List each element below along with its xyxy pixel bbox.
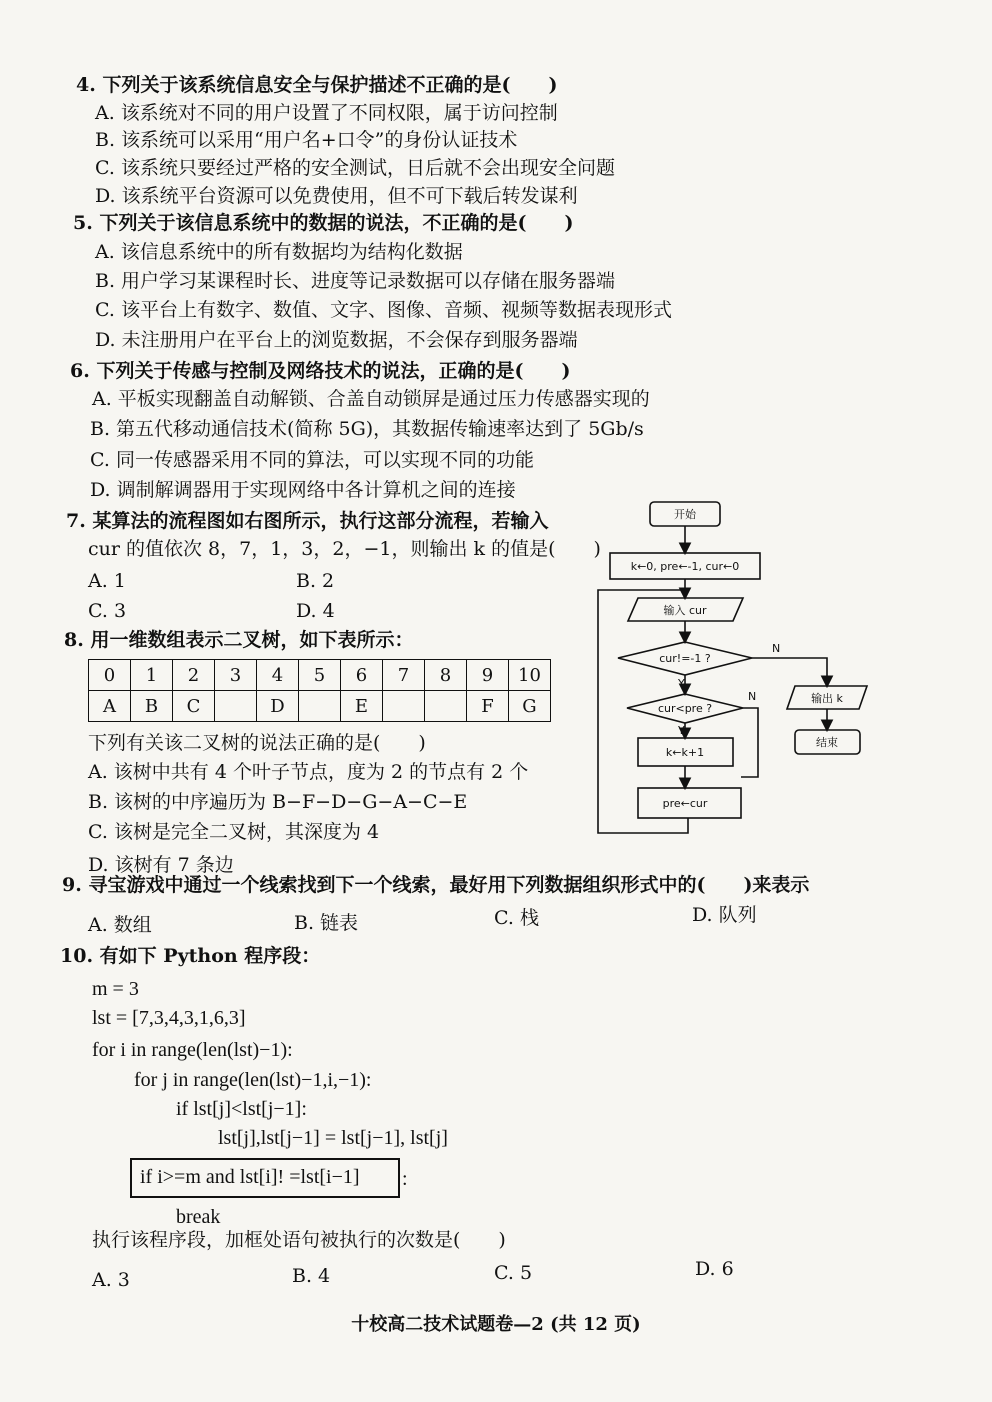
q8-sub: 下列有关该二叉树的说法正确的是( ) xyxy=(88,732,426,754)
q8-option-d: D. 该树有 7 条边 xyxy=(88,854,234,876)
start-label: 开始 xyxy=(674,508,696,521)
value-cell: C xyxy=(173,691,215,722)
index-cell: 5 xyxy=(299,660,341,691)
code-line-4: for j in range(len(lst)−1,i,−1): xyxy=(134,1069,372,1091)
index-cell: 7 xyxy=(383,660,425,691)
q9-option-b: B. 链表 xyxy=(294,912,359,934)
q9-option-c: C. 栈 xyxy=(494,907,539,929)
input-label: 输入 cur xyxy=(663,604,707,617)
assign-label: pre←cur xyxy=(662,797,708,810)
value-cell xyxy=(299,691,341,722)
q7-option-a: A. 1 xyxy=(88,570,126,592)
q4-stem: 4. 下列关于该系统信息安全与保护描述不正确的是( ) xyxy=(76,74,558,96)
index-cell: 4 xyxy=(257,660,299,691)
q7-stem-1: 7. 某算法的流程图如右图所示，执行这部分流程，若输入 xyxy=(66,510,549,532)
q5-stem: 5. 下列关于该信息系统中的数据的说法，不正确的是( ) xyxy=(73,212,574,234)
code-line-5: if lst[j]<lst[j−1]: xyxy=(176,1098,307,1120)
index-cell: 6 xyxy=(341,660,383,691)
code-line-1: m = 3 xyxy=(92,978,139,1000)
q7-option-c: C. 3 xyxy=(88,600,127,622)
q6-option-c: C. 同一传感器采用不同的算法，可以实现不同的功能 xyxy=(90,449,534,471)
value-cell: F xyxy=(467,691,509,722)
value-cell: D xyxy=(257,691,299,722)
q10-option-b: B. 4 xyxy=(292,1265,331,1287)
q7-stem-2: cur 的值依次 8，7，1，3，2，−1，则输出 k 的值是( ) xyxy=(88,538,601,560)
code-line-2: lst = [7,3,4,3,1,6,3] xyxy=(92,1007,246,1029)
index-cell: 2 xyxy=(173,660,215,691)
cond1-yes-label: Y xyxy=(678,677,685,690)
cond2-no-label: N xyxy=(748,690,757,703)
q5-option-d: D. 未注册用户在平台上的浏览数据，不会保存到服务器端 xyxy=(95,329,578,351)
index-cell: 9 xyxy=(467,660,509,691)
algorithm-flowchart xyxy=(590,495,890,840)
index-cell: 8 xyxy=(425,660,467,691)
q10-option-c: C. 5 xyxy=(494,1262,533,1284)
end-label: 结束 xyxy=(816,736,838,749)
code-line-6: lst[j],lst[j−1] = lst[j−1], lst[j] xyxy=(218,1127,448,1149)
cond1-label: cur!=-1 ? xyxy=(659,652,711,665)
q5-option-b: B. 用户学习某课程时长、进度等记录数据可以存储在服务器端 xyxy=(95,270,616,292)
q10-sub: 执行该程序段，加框处语句被执行的次数是( ) xyxy=(92,1229,506,1251)
q6-option-d: D. 调制解调器用于实现网络中各计算机之间的连接 xyxy=(90,479,516,501)
q10-option-d: D. 6 xyxy=(695,1258,734,1280)
index-cell: 0 xyxy=(89,660,131,691)
index-cell: 3 xyxy=(215,660,257,691)
q10-stem: 10. 有如下 Python 程序段： xyxy=(60,945,321,967)
code-line-8: break xyxy=(176,1206,221,1228)
q5-option-a: A. 该信息系统中的所有数据均为结构化数据 xyxy=(95,241,463,263)
q8-option-b: B. 该树的中序遍历为 B−F−D−G−A−C−E xyxy=(88,791,468,813)
code-line-3: for i in range(len(lst)−1): xyxy=(92,1039,293,1061)
value-cell: G xyxy=(509,691,551,722)
table-row-index xyxy=(89,660,551,691)
value-cell xyxy=(215,691,257,722)
q4-option-c: C. 该系统只要经过严格的安全测试，日后就不会出现安全问题 xyxy=(95,157,615,179)
index-cell: 10 xyxy=(509,660,551,691)
binary-tree-array-table xyxy=(88,659,551,722)
code-line-7-colon: : xyxy=(402,1168,408,1190)
q9-option-a: A. 数组 xyxy=(88,914,152,936)
value-cell: B xyxy=(131,691,173,722)
q9-option-d: D. 队列 xyxy=(692,904,757,926)
q6-option-a: A. 平板实现翻盖自动解锁、合盖自动锁屏是通过压力传感器实现的 xyxy=(92,388,650,410)
q8-option-a: A. 该树中共有 4 个叶子节点，度为 2 的节点有 2 个 xyxy=(88,761,529,783)
q8-stem: 8. 用一维数组表示二叉树，如下表所示： xyxy=(64,629,414,651)
q5-option-c: C. 该平台上有数字、数值、文字、图像、音频、视频等数据表现形式 xyxy=(95,299,672,321)
q7-option-d: D. 4 xyxy=(296,600,335,622)
q4-option-b: B. 该系统可以采用“用户名+口令”的身份认证技术 xyxy=(95,129,518,151)
value-cell: E xyxy=(341,691,383,722)
q6-option-b: B. 第五代移动通信技术(简称 5G)，其数据传输速率达到了 5Gb/s xyxy=(90,418,644,440)
code-line-7-boxed: if i>=m and lst[i]! =lst[i−1] xyxy=(140,1166,360,1188)
value-cell xyxy=(425,691,467,722)
q8-option-c: C. 该树是完全二叉树，其深度为 4 xyxy=(88,821,380,843)
value-cell xyxy=(383,691,425,722)
page-footer: 十校高二技术试题卷—2 (共 12 页) xyxy=(351,1314,641,1335)
cond1-no-label: N xyxy=(772,642,781,655)
q9-stem: 9. 寻宝游戏中通过一个线索找到下一个线索，最好用下列数据组织形式中的( )来表示 xyxy=(62,874,810,896)
q6-stem: 6. 下列关于传感与控制及网络技术的说法，正确的是( ) xyxy=(70,360,571,382)
init-label: k←0, pre←-1, cur←0 xyxy=(630,560,740,573)
cond2-label: cur<pre ? xyxy=(657,702,713,715)
q10-option-a: A. 3 xyxy=(92,1269,130,1291)
q4-option-d: D. 该系统平台资源可以免费使用，但不可下载后转发谋利 xyxy=(95,185,578,207)
cond2-yes-label: Y xyxy=(678,724,685,737)
index-cell: 1 xyxy=(131,660,173,691)
output-label: 输出 k xyxy=(811,692,843,705)
q7-option-b: B. 2 xyxy=(296,570,335,592)
inc-label: k←k+1 xyxy=(665,746,705,759)
table-row-values xyxy=(89,691,551,722)
q4-option-a: A. 该系统对不同的用户设置了不同权限，属于访问控制 xyxy=(95,102,558,124)
value-cell: A xyxy=(89,691,131,722)
